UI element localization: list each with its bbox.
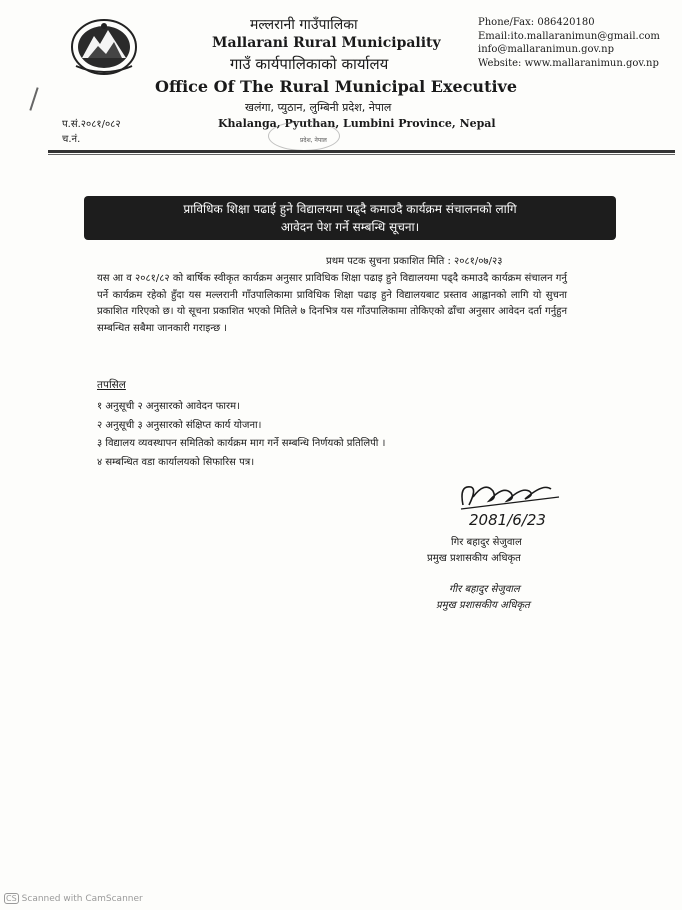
office-name-english: Office Of The Rural Municipal Executive [155, 77, 518, 96]
signatory-title: प्रमुख प्रशासकीय अधिकृत [427, 553, 521, 564]
contact-email: Email:ito.mallaranimun@gmail.com [478, 30, 660, 42]
office-name-nepali: गाउँ कार्यपालिकाको कार्यालय [230, 55, 389, 73]
tapsil-heading: तपसिल [97, 379, 126, 391]
contact-block [478, 16, 660, 70]
header-divider-thick [48, 150, 675, 153]
dispatch-number: च.नं. [62, 134, 81, 145]
camscanner-icon: CS [6, 894, 17, 903]
reference-block [62, 117, 121, 147]
office-stamp-text: प्रदेश, नेपाल [300, 137, 327, 144]
header-divider-thin [48, 154, 675, 155]
signature-date-scribble: 2081/6/23 [469, 511, 546, 529]
signatory-name: गिर बहादुर सेजुवाल [451, 537, 522, 548]
signatory-name-stamp: गीर बहादुर सेजुवाल [449, 584, 520, 595]
municipality-emblem-logo [70, 18, 138, 76]
signatory-title-stamp: प्रमुख प्रशासकीय अधिकृत [436, 600, 530, 611]
notice-body: यस आ व २०८१/८२ को बार्षिक स्वीकृत कार्यक्रम अनुसार प्राविधिक शिक्षा पढाइ हुने विद्यालयमा पढ्दै कमाउदै कार्यक्रम संचालन गर्नु पर्ने कार्यक्रम रहेको हुँदा यस मल्लरानी गाँउपालिकामा प्राविधिक शिक्षा पढाइ हुने विद्यालयबाट प्रस्ताव आह्वानको लागि यो सुचना प्रकाशित गरिएको छ। यो सूचना प्रकाशित भएको मितिले ७ दिनभित्र यस गाँउपालिकामा तोकिएको ढाँचा अनुसार आवेदन दर्ता गर्नुहुन सम्बन्धित सबैमा जानकारी गराइन्छ । [97, 273, 567, 334]
notice-title-banner [84, 196, 616, 240]
contact-email-info: info@mallaranimun.gov.np [478, 44, 614, 55]
list-item: २ अनुसूची ३ अनुसारको संक्षिप्त कार्य योजना। [97, 419, 262, 431]
address-nepali: खलंगा, प्युठान, लुम्बिनी प्रदेश, नेपाल [245, 101, 392, 114]
address-english: Khalanga, Pyuthan, Lumbini Province, Nepal [218, 117, 496, 130]
notice-title-line1: प्राविधिक शिक्षा पढाई हुने विद्यालयमा पढ्दै कमाउदै कार्यक्रम संचालनको लागि [183, 202, 517, 216]
municipality-name-english: Mallarani Rural Municipality [212, 35, 441, 51]
list-item: ३ विद्यालय व्यवस्थापन समितिको कार्यक्रम माग गर्ने सम्बन्धि निर्णयको प्रतिलिपी । [97, 438, 386, 449]
published-date: प्रथम पटक सुचना प्रकाशित मिति : २०८१/०७/२३ [326, 256, 503, 267]
notice-title-line2: आवेदन पेश गर्ने सम्बन्धि सूचना। [280, 220, 420, 234]
municipality-name-nepali: मल्लरानी गाउँपालिका [250, 17, 358, 33]
scanner-text: Scanned with CamScanner [21, 894, 143, 904]
handwritten-signature [455, 475, 565, 530]
requirements-list [97, 398, 385, 472]
list-item: ४ सम्बन्धित वडा कार्यालयको सिफारिस पत्र। [97, 456, 255, 468]
contact-website: Website: www.mallaranimun.gov.np [478, 57, 659, 69]
list-item: १ अनुसूची २ अनुसारको आवेदन फारम। [97, 401, 240, 412]
contact-phone: Phone/Fax: 086420180 [478, 17, 595, 28]
reference-number: प.सं.२०८१/०८२ [62, 119, 121, 130]
pen-mark [29, 87, 38, 110]
scanner-watermark [4, 893, 143, 904]
